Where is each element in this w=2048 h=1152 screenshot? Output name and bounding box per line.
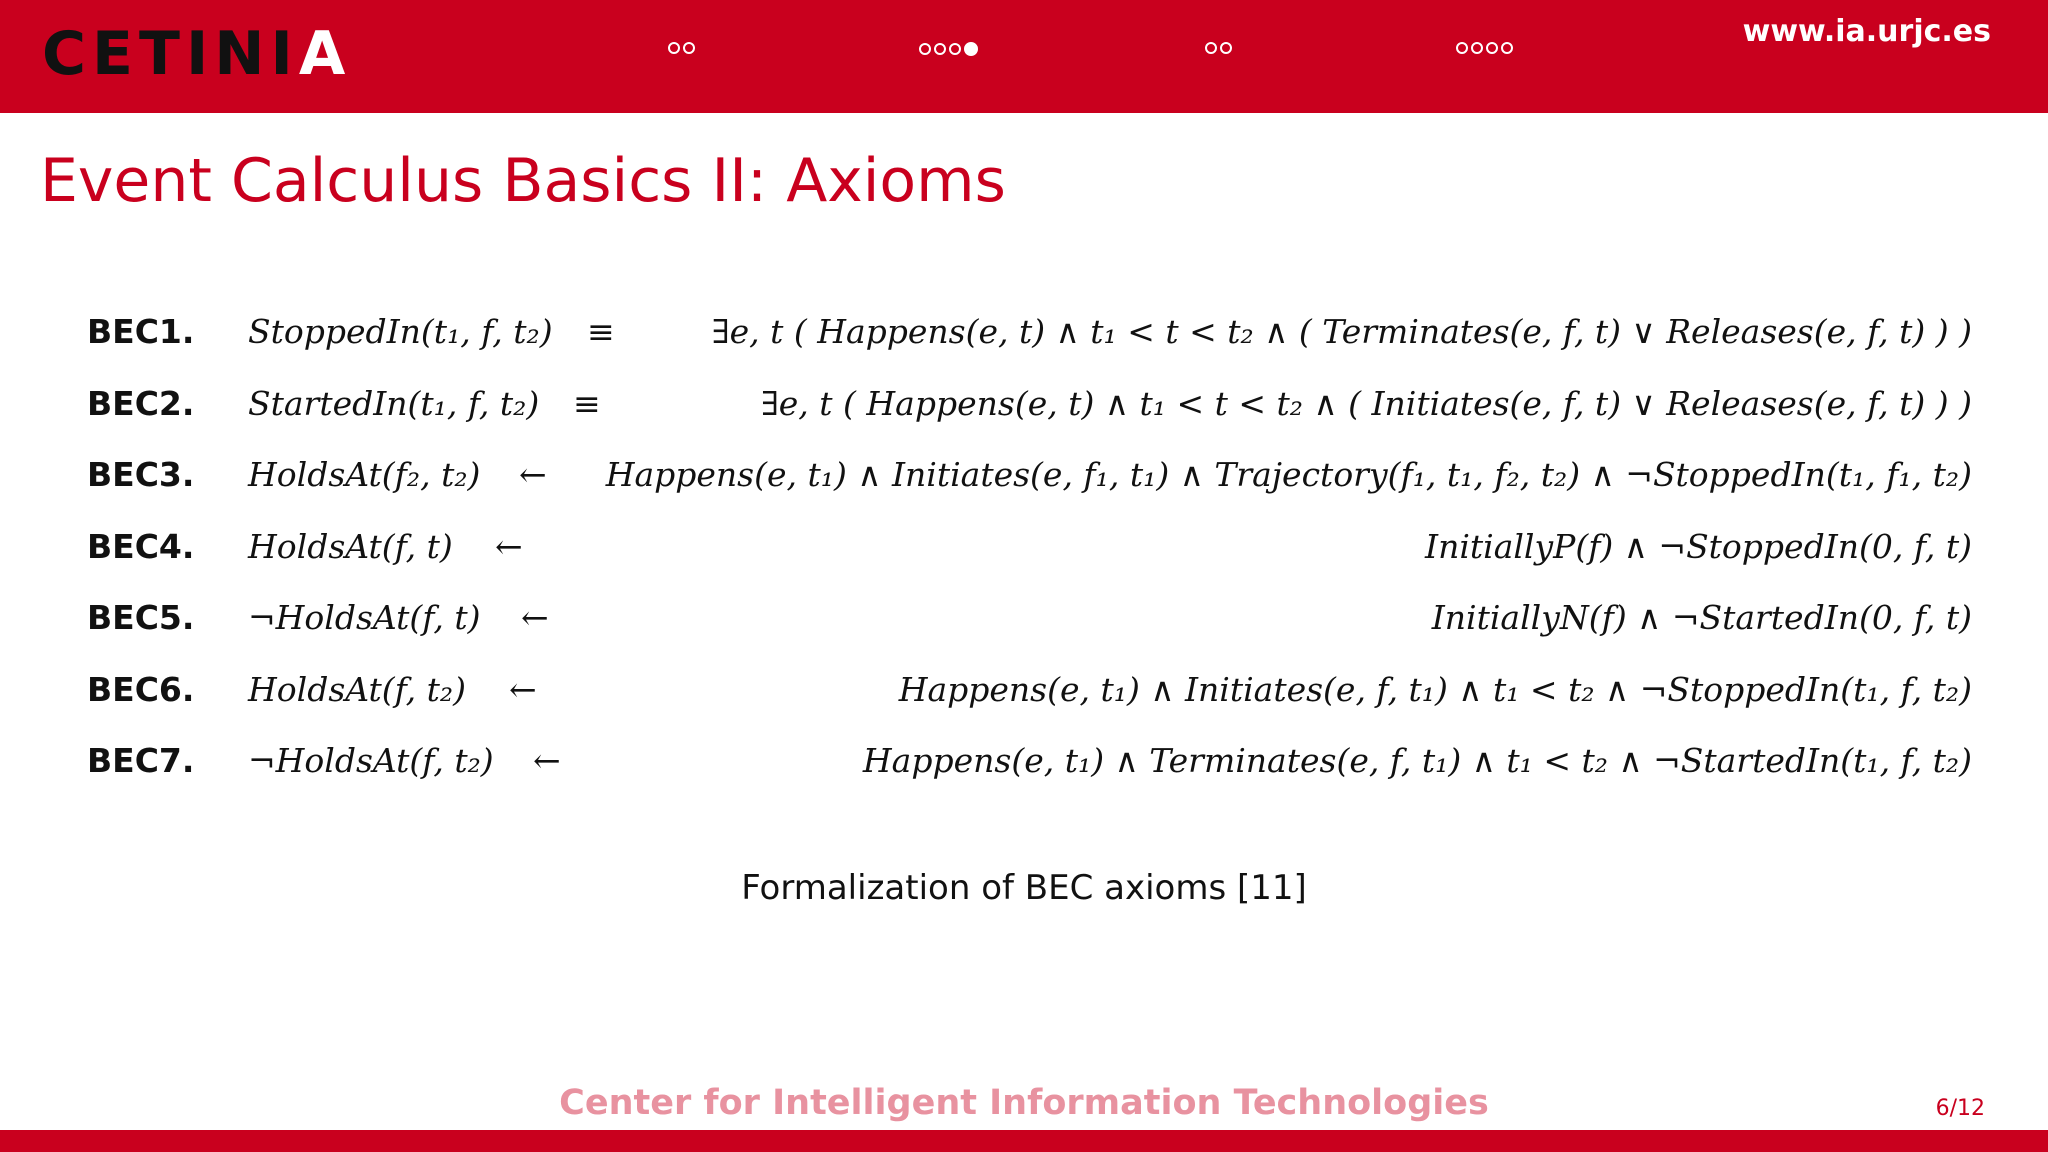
axiom-operator: ← [509, 669, 537, 709]
page-number: 6/12 [1935, 1096, 1985, 1121]
axiom-lhs: StartedIn(t₁, f, t₂) [248, 383, 540, 423]
axiom-row [87, 666, 1972, 738]
axiom-operator: ← [519, 455, 547, 494]
logo-text: CETINI [42, 19, 299, 89]
nav-dot[interactable] [934, 43, 946, 55]
axiom-label: BEC1. [87, 312, 195, 351]
slide-title: Event Calculus Basics II: Axioms [40, 146, 1006, 216]
axiom-operator: ← [533, 741, 561, 780]
axiom-rhs: ∃e, t ( Happens(e, t) ∧ t₁ < t < t₂ ∧ ( Terminates(e, f, t) ∨ Releases(e, f, t) ) ) [711, 312, 1972, 351]
axiom-lhs: HoldsAt(f, t) [248, 526, 453, 566]
axiom-row [87, 380, 1972, 452]
nav-dot[interactable] [1456, 42, 1468, 54]
nav-dot[interactable] [1471, 42, 1483, 54]
nav-dot[interactable] [919, 43, 931, 55]
axiom-operator: ≡ [587, 312, 615, 351]
axiom-row [87, 451, 1972, 523]
nav-dot-current[interactable] [964, 42, 978, 56]
nav-group-2[interactable] [919, 42, 978, 56]
axiom-lhs: HoldsAt(f₂, t₂) [248, 455, 481, 494]
axiom-label: BEC2. [87, 383, 195, 423]
axiom-label: BEC4. [87, 526, 195, 566]
nav-dot[interactable] [1205, 42, 1217, 54]
axiom-lhs: HoldsAt(f, t₂) [248, 669, 467, 709]
axiom-rhs: ∃e, t ( Happens(e, t) ∧ t₁ < t < t₂ ∧ ( Initiates(e, f, t) ∨ Releases(e, f, t) ) ) [760, 383, 1972, 423]
axiom-row [87, 523, 1972, 595]
nav-dot[interactable] [1501, 42, 1513, 54]
axiom-operator: ← [495, 526, 523, 566]
figure-caption: Formalization of BEC axioms [11] [741, 868, 1307, 908]
nav-dot[interactable] [1220, 42, 1232, 54]
axiom-operator: ← [521, 598, 549, 637]
nav-group-1[interactable] [668, 42, 695, 54]
axiom-rhs: InitiallyN(f) ∧ ¬StartedIn(0, f, t) [1431, 598, 1972, 637]
axiom-label: BEC7. [87, 741, 195, 780]
nav-group-3[interactable] [1205, 42, 1232, 54]
nav-dot[interactable] [1486, 42, 1498, 54]
axiom-label: BEC5. [87, 598, 195, 637]
axiom-lhs: ¬HoldsAt(f, t₂) [248, 741, 494, 780]
axiom-lhs: ¬HoldsAt(f, t) [248, 598, 481, 637]
nav-dot[interactable] [668, 42, 680, 54]
axiom-list [87, 308, 1972, 809]
nav-dot[interactable] [683, 42, 695, 54]
axiom-row [87, 737, 1972, 809]
footer-organization: Center for Intelligent Information Technologies [559, 1083, 1489, 1123]
axiom-operator: ≡ [573, 383, 601, 423]
nav-dot[interactable] [949, 43, 961, 55]
axiom-row [87, 308, 1972, 380]
footer-bar [0, 1130, 2048, 1152]
axiom-rhs: InitiallyP(f) ∧ ¬StoppedIn(0, f, t) [1425, 526, 1972, 566]
logo-accent: A [298, 19, 352, 89]
axiom-row [87, 594, 1972, 666]
website-url[interactable]: www.ia.urjc.es [1742, 14, 1991, 49]
cetinia-logo [42, 14, 351, 94]
nav-group-4[interactable] [1456, 42, 1513, 54]
axiom-rhs: Happens(e, t₁) ∧ Initiates(e, f, t₁) ∧ t₁ < t₂ ∧ ¬StoppedIn(t₁, f, t₂) [898, 669, 1972, 709]
axiom-label: BEC6. [87, 669, 195, 709]
axiom-lhs: StoppedIn(t₁, f, t₂) [248, 312, 553, 351]
axiom-rhs: Happens(e, t₁) ∧ Terminates(e, f, t₁) ∧ t₁ < t₂ ∧ ¬StartedIn(t₁, f, t₂) [862, 741, 1972, 780]
axiom-rhs: Happens(e, t₁) ∧ Initiates(e, f₁, t₁) ∧ Trajectory(f₁, t₁, f₂, t₂) ∧ ¬StoppedIn(t₁, f₁, t₂) [605, 455, 1972, 494]
axiom-label: BEC3. [87, 455, 195, 494]
header-bar [0, 0, 2048, 113]
